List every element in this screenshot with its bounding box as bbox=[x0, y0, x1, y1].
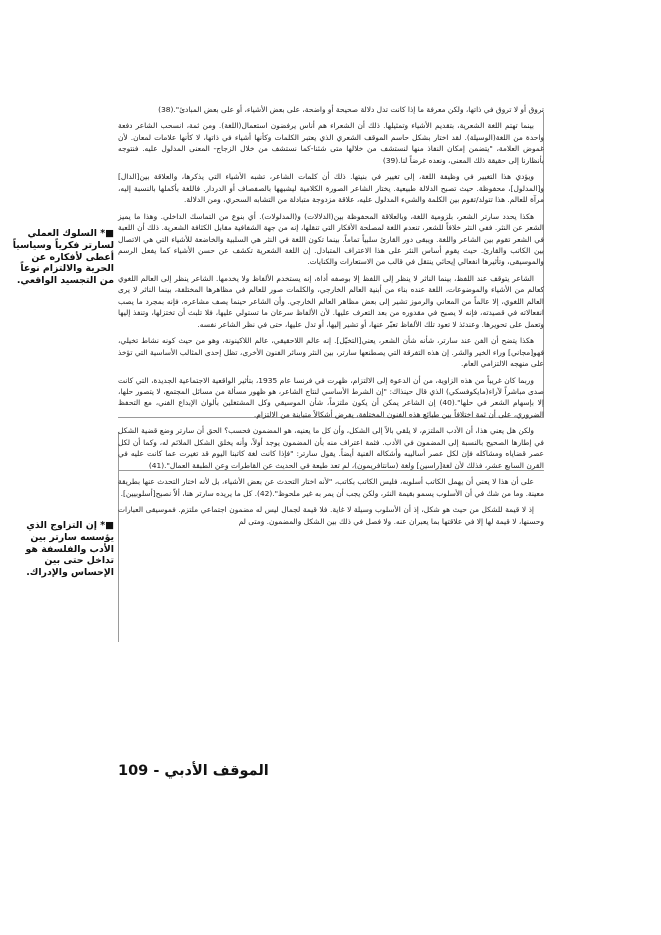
pull-quote-text: السلوك العملي لسارتر فكرياً وسياسياً أعطى لأفكاره عن الحرية والالتزام نوعاً من التجسيد الواقعي. bbox=[12, 228, 114, 287]
paragraph: هكذا يحدد سارتر الشعر، بلزومية اللغة، وبالعلاقة المحفوظة بين(الدلالات) و(المدلولات). أي بنوع من التماسك الداخلي. وهذا ما يميز الشعر عن النثر. ففي النثر خلافاً للشعر، تنعدم اللغة لمصلحة الأفكار التي تنقلها، إنه من جهة الشفافية مقابل الكثافة الشعرية. ذلك أن اللعبة في الشعر تقوم بين الشاعر واللغة. ويبقى دور القارئ سلبياً تماماً. بينما تكون اللغة في النثر هي السلبية والخاضعة للأشياء التي هي الاتصال بين الكاتب والقارئ. حيث يقوم أساس النثر على هذا الاعتراف المتبادل. إن اللغة الشعرية تكشف عن حسن الأشياء كما يفعل الرسم والموسيقى، وتأثيرها انفعالي إيحائي ينتقل في قالب من الاستعارات والكنايات. bbox=[118, 211, 544, 267]
pull-quote-1 bbox=[8, 228, 114, 287]
page-footer bbox=[118, 763, 544, 779]
paragraph: بينما تهتم اللغة الشعرية، بتقديم الأشياء وتمثيلها. ذلك أن الشعراء هم أناس يرفضون استعمال(اللغة). ومن ثمة، انسحب الشاعر دفعة واحدة من اللغة(الوسيلة). لقد اختار بشكل حاسم الموقف الشعري الذي يعتبر الكلمات وكأنها أشياء في ذاتها، لا كأنها علامات لمعان. لأن غموض العلامة، "يتضمن إمكان النفاذ منها لنستشف من خلالها متى شئنا-كما نستشف من خلال الزجاج- المعنى المدلول عليه. فنتوجه بأنظارنا إلى حقيقة ذلك المعنى، ونعده غرضاً لنا.(39) bbox=[118, 121, 544, 165]
paragraph: تروق أو لا تروق في ذاتها، ولكن معرفة ما إذا كانت تدل دلالة صحيحة أو واضحة، على بعض الأشياء، أو على بعض المبادئ".(38) bbox=[158, 105, 544, 114]
article-body bbox=[118, 104, 544, 532]
paragraph: ولكن هل يعني هذا، أن الأدب الملتزم، لا يلقي بالاً إلى الشكل، وأن كل ما يعنيه، هو المضمون فحسب؟ الحق أن سارتر وضع قضية الشكل في إطارها الصحيح بالنسبة إلى المضمون في الأدب. فثمة اعتراف منه بأن المضمون يوجد أولاً، وأنه يخلق الشكل الملائم له، وكما أن لكل عصر قضاياه ومشاكله فإن لكل عصر أساليبه وأشكاله الفنية أيضاً. يقول سارتر: "فإذا كانت لغة كاتبنا اليوم قد تغيرت عما كانت عليه في القرن السابع عشر، فذلك لأن لغة[راسين] ولغة (سانتافريمون)، لم تعد طيعة في الحديث عن القاطرات وعن الطبقة العمال".(41) bbox=[118, 426, 544, 470]
paragraph: على أن هذا لا يعني أن يهمل الكاتب أسلوبه، فليس الكاتب بكاتب، "لأنه اختار التحدث عن بعض الأشياء، بل لأنه اختار التحدث عنها بطريقة معينة. وما من شك في أن الأسلوب يسمو بقيمة النثر، ولكن يجب أن يمر به غير ملحوظ".(42). كل ما يريده سارتر هنا، ألاّ نصبح[أسلوبيين]. bbox=[118, 477, 544, 498]
footer-label: الموقف الأدبي - 109 bbox=[118, 763, 269, 779]
pull-quote-text: إن التزاوج الذي يؤسسه سارتر بين الأدب والفلسفة هو تداخل حتى بين الإحساس والإدراك. bbox=[25, 520, 114, 579]
paragraph: إذ لا قيمة للشكل من حيث هو شكل، إذ أن الأسلوب وسيلة لا غاية. فلا قيمة لجمال ليس له مضمون اجتماعي ملتزم. فموسيقى العبارات وحسنها، لا قيمة لها إلا في علاقتها بما يعبران عنه. ولا فصل في ذلك بين الشكل والمضمون. ومتى لم bbox=[118, 505, 544, 526]
pull-quote-marker: ■* bbox=[100, 520, 114, 531]
paragraph: وربما كان غريباً من هذه الزاوية، من أن الدعوة إلى الالتزام، ظهرت في فرنسا عام 1935، بتأثير الواقعية الاجتماعية الجديدة، التي كانت صدى مباشراً لآراء(مايكوفسكي) الذي قال حينذاك: "إن الشرط الأساسي لنتاج الشاعر، هو ظهور مسألة من مسائل المجتمع، لا يتصور حلها، إلا بإسهام الشعر في حلها".(40) إن الشاعر يمكن أن يكون ملتزماً، شأن الموسيقي وكل المشتغلين بألوان الإبداع الفني، مع التحفظ الضروري، على أن ثمة اختلافاً بين طبائع هذه الفنون المختلفة، يفرض أشكالاً متباينة من الالتزام. bbox=[118, 375, 544, 419]
paragraph: الشاعر يتوقف عند اللفظ، بينما الناثر لا ينظر إلى اللفظ إلا بوصفه أداة، إنه يستخدم الألفاظ ولا يخدمها. الشاعر ينظر إلى العالم اللغوي كعالم من الأشياء والموضوعات، اللغة عنده بناء من أبنية العالم الخارجي، والكلمات صور للعالم في مظاهرها المختلفة، بينما الناثر لا يرى العالم اللغوي، إلا عالماً من المعاني والرموز تشير إلى بعض مظاهر العالم الخارجي. وأن الشاعر حينما يصف مشاعره، فإنه بمجرد ما يصب انفعالاته في قصيدته، فإنه لا يصبح في مقدوره من بعد التعرف عليها. لأن الألفاظ سرعان ما تستولي عليها، فلا تلبث أن تختزلها، وتنفذ إليها وتعمل على تحويرها. وعندئذ لا تعود تلك الألفاظ تعبّر عنها، أو تشير إليها، أو تدل عليها، حتى في نظر الشاعر نفسه. bbox=[118, 273, 544, 329]
pull-quote-2 bbox=[8, 520, 114, 579]
paragraph: هكذا يتضح أن الفن عند سارتر، شأنه شأن الشعر، يعني[التخيّل]. إنه عالم اللاحقيقي، عالم اللاكينونة، وهو من حيث كونه نشاط تخيلي، فهو[مجاني] وراء الخير والشر. إن هذه التفرقة التي يصطنعها سارتر، بين النثر وسائر الفنون الأخرى، تظل إحدى المثالب الأساسية التي تؤخذ على منهجه الالتزامي العام. bbox=[118, 336, 544, 369]
paragraph: ويؤدي هذا التغيير في وظيفة اللغة، إلى تغيير في بنيتها. ذلك أن كلمات الشاعر، تشبه الأشياء التي يذكرها، والعلاقة بين[الدال] و[المدلول]، محفوظة. حيث تصبح الدلالة طبيعية. يختار الشاعر الصورة الكلامية ليشبهها بالصفصاف أو الدردار. فاللغة بأكملها بالنسبة إليه، مرآة للعالم. هذا تتولد/تقوم بين الكلمة والشيء المدلول عليه، علاقة مزدوجة متبادلة من التشابه السحري، ومن الدلالة. bbox=[118, 172, 544, 205]
pull-quote-marker: ■* bbox=[100, 228, 114, 239]
